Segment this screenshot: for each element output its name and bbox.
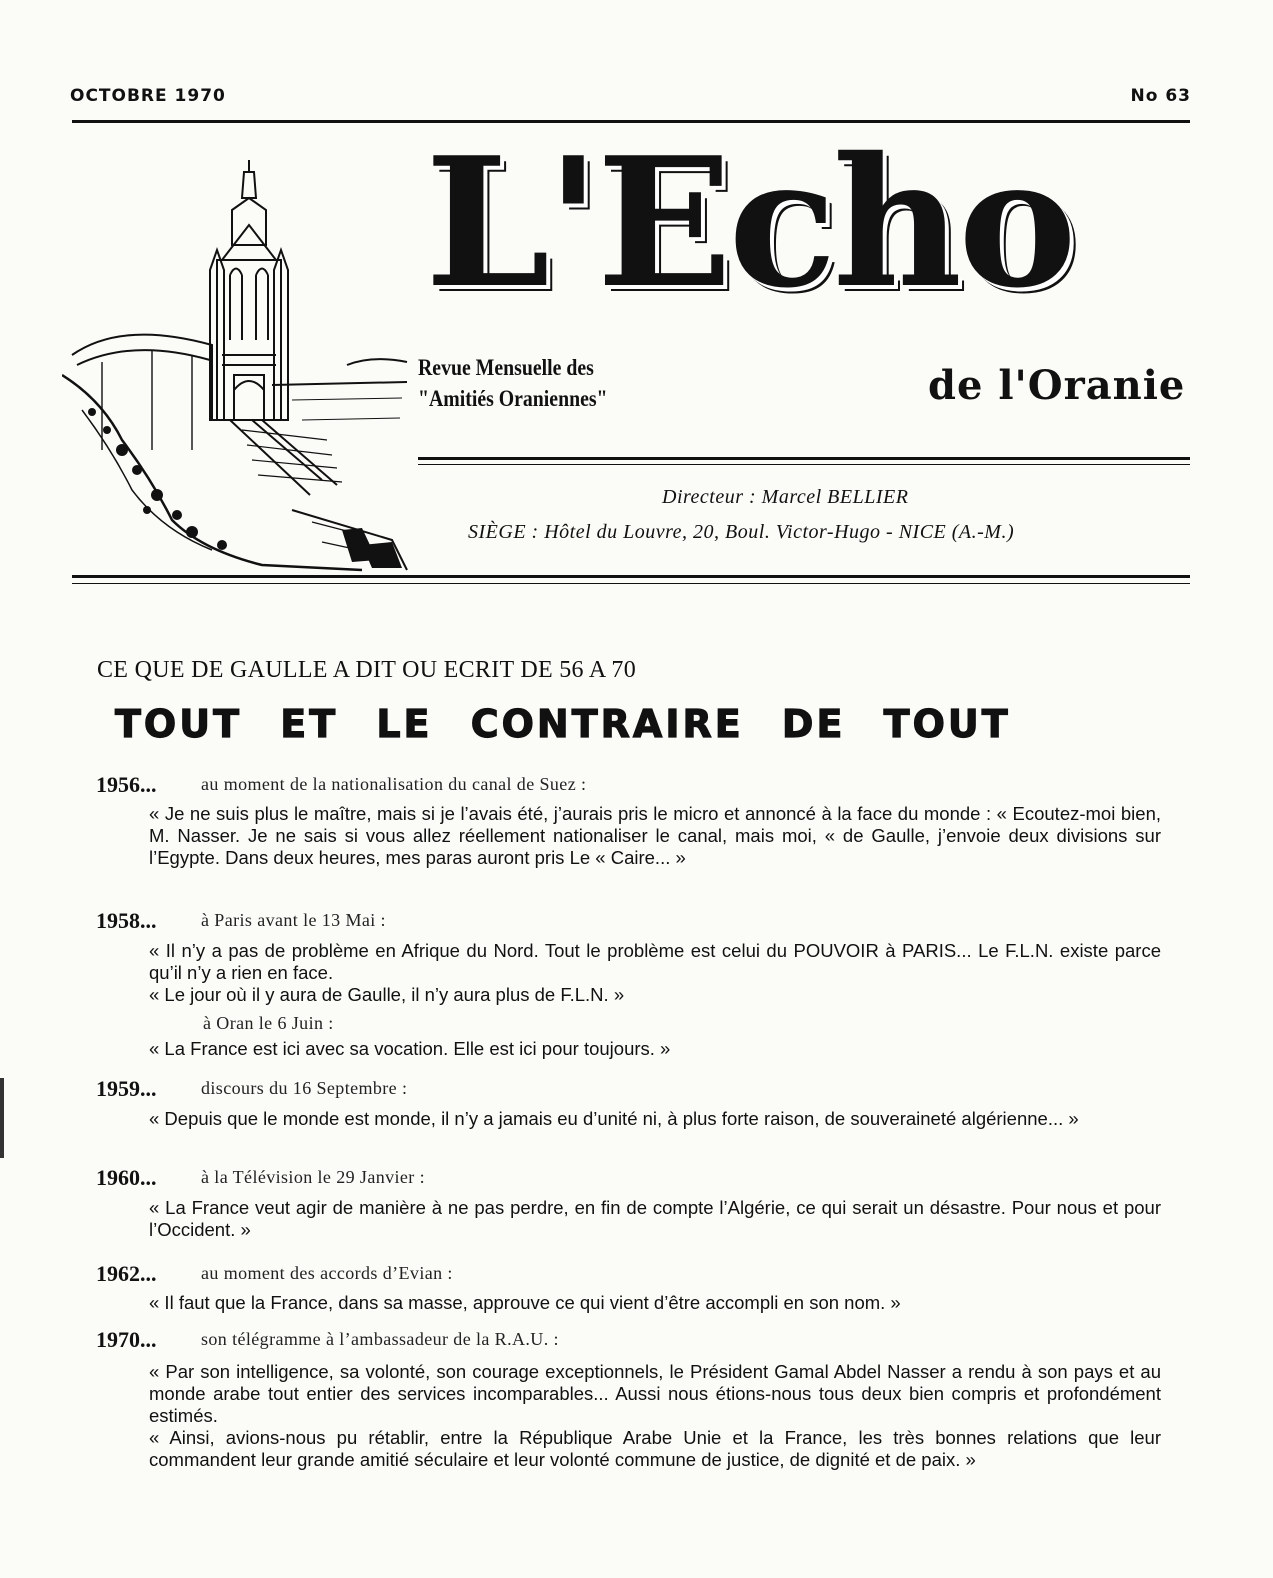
binder-mark [0,1078,4,1158]
masthead-suffix: de l'Oranie [928,362,1186,409]
article-headline: TOUT ET LE CONTRAIRE DE TOUT [115,702,1011,746]
chapel-illustration [62,150,412,575]
entry-year: 1960... [96,1165,157,1190]
article-kicker: CE QUE DE GAULLE A DIT OU ECRIT DE 56 A 70 [97,657,637,683]
entry-year: 1970... [96,1327,157,1352]
entry-quote: « Je ne suis plus le maître, mais si je l’avais été, j’aurais pris le micro et annoncé à la face du monde : « Ecoutez-moi bien, M. Nasser. Je ne sais si vous allez réellement nationaliser le canal, mais moi, « de Gaulle, j’envoie deux divisions sur l’Egypte. Dans deux heures, mes paras auront pris Le « Caire... » [149,803,1161,868]
entry-year: 1962... [96,1261,157,1286]
entry-year: 1956... [96,772,157,797]
siege-line: SIÈGE : Hôtel du Louvre, 20, Boul. Victor-Hugo - NICE (A.-M.) [468,521,1015,543]
entry-quote-secondary: « La France est ici avec sa vocation. Elle est ici pour toujours. » [149,1038,671,1059]
entry-quote: « Il n’y a pas de problème en Afrique du Nord. Tout le problème est celui du POUVOIR à PARIS... Le F.L.N. existe parce qu’il n’y a rien en face. « Le jour où il y aura de Gaulle, il n’y aura plus de F.L.N. » [149,940,1161,1005]
subtitle-line-2: "Amitiés Oraniennes" [418,386,608,411]
issue-date: OCTOBRE 1970 [70,86,226,106]
entry-context: discours du 16 Septembre : [201,1078,408,1098]
entry-context: à la Télévision le 29 Janvier : [201,1167,426,1187]
entry-year: 1958... [96,908,157,933]
entry-context-secondary: à Oran le 6 Juin : [203,1013,334,1033]
header-bottom-rule [72,575,1190,584]
entry-year: 1959... [96,1076,157,1101]
director-line: Directeur : Marcel BELLIER [662,486,909,508]
entry-quote: « La France veut agir de manière à ne pas perdre, en fin de compte l’Algérie, ce qui serait un désastre. Pour nous et pour l’Occident. » [149,1197,1161,1240]
entry-context: au moment de la nationalisation du canal de Suez : [201,774,587,794]
subtitle-line-1: Revue Mensuelle des [418,355,594,380]
masthead-subtitle [418,352,624,414]
entry-quote: « Par son intelligence, sa volonté, son courage exceptionnels, le Président Gamal Abdel Nasser a rendu à son pays et au monde arabe tout entier des services incomparables... Aussi nous étions-nous tous deux bien compris et profondément estimés. « Ainsi, avions-nous pu rétablir, entre la République Arabe Unie et la France, les très bonnes relations que leur commandent leur grande amitié séculaire et leur volonté commune de justice, de dignité et de paix. » [149,1361,1161,1470]
issue-number: No 63 [1130,86,1191,106]
entry-context: à Paris avant le 13 Mai : [201,910,386,930]
entry-quote: « Il faut que la France, dans sa masse, approuve ce qui vient d’être accompli en son nom. » [149,1292,901,1313]
entry-quote: « Depuis que le monde est monde, il n’y a jamais eu d’unité ni, à plus forte raison, de souveraineté algérienne... » [149,1108,1079,1129]
masthead-rule [418,457,1190,465]
masthead-title: L'Echo [425,118,1073,327]
entry-context: son télégramme à l’ambassadeur de la R.A.U. : [201,1329,559,1349]
entry-context: au moment des accords d’Evian : [201,1263,453,1283]
